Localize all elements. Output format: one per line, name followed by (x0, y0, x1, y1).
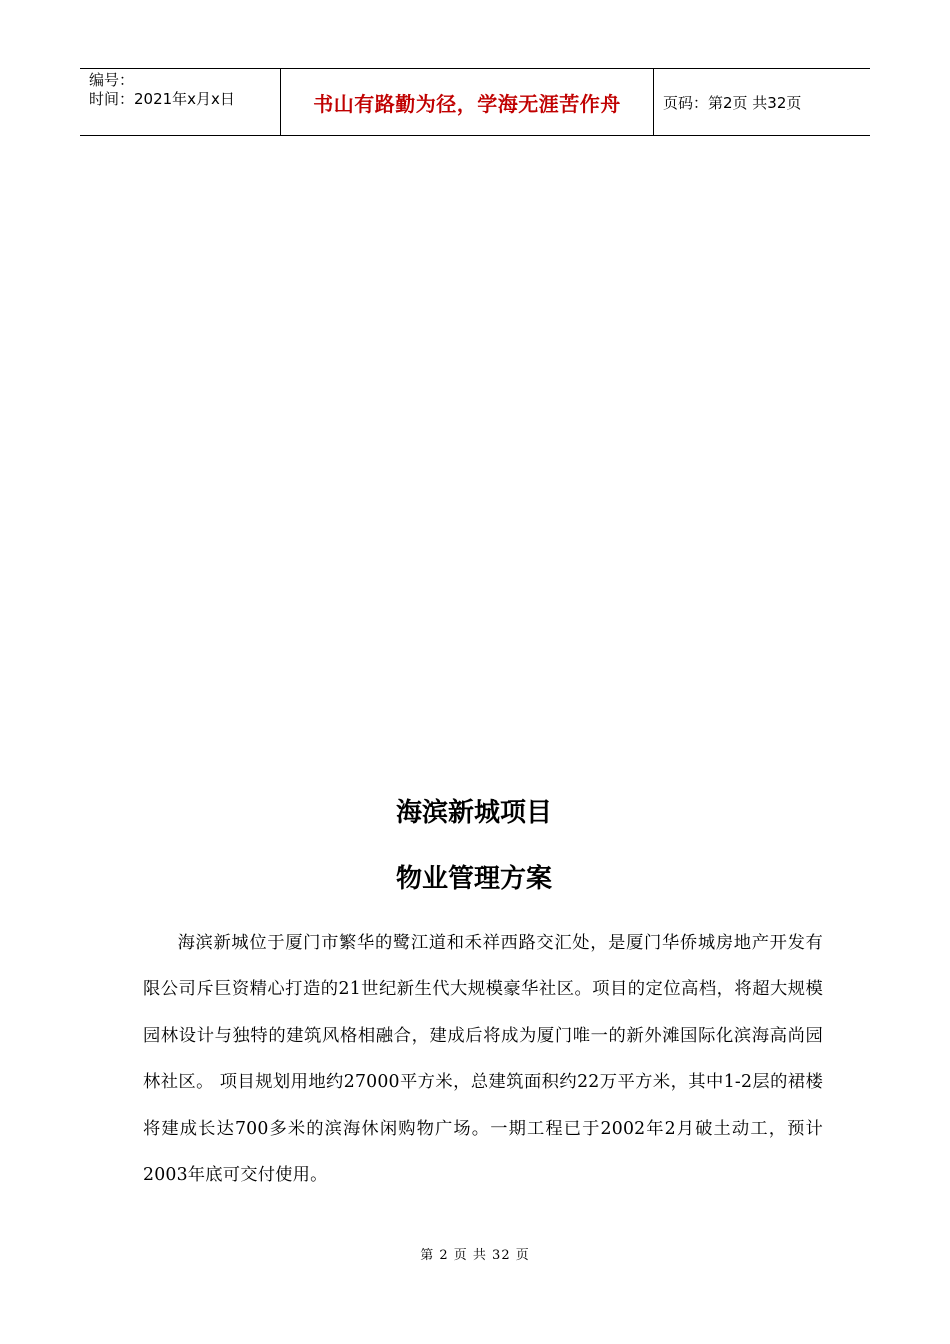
page-label: 页码：第2页 共32页 (663, 93, 802, 112)
number-label: 编号： (89, 71, 135, 89)
motto-text: 书山有路勤为径，学海无涯苦作舟 (313, 91, 621, 116)
time-label: 时间：2021年x月x日 (89, 90, 235, 108)
document-title: 海滨新城项目 (395, 798, 552, 828)
body-paragraph: 海滨新城位于厦门市繁华的鹭江道和禾祥西路交汇处，是厦门华侨城房地产开发有限公司斥巨资精心打造的21世纪新生代大规模豪华社区。项目的定位高档，将超大规模园林设计与独特的建筑风格相融合，建成后将成为厦门唯一的新外滩国际化滨海高尚园林社区。 项目规划用地约27000平方米，总建筑面积约22万平方米，其中1-2层的裙楼将建成长达700多米的滨海休闲购物广场。一期工程已于2002年2月破土动工，预计2003年底可交付使用。 (143, 933, 823, 1186)
header-page-cell (654, 69, 870, 135)
header-motto-cell (281, 69, 654, 135)
header-meta-cell (80, 69, 281, 135)
document-subtitle: 物业管理方案 (395, 864, 552, 894)
page-header (80, 68, 870, 136)
page-footer: 第 2 页 共 32 页 (420, 1248, 530, 1263)
